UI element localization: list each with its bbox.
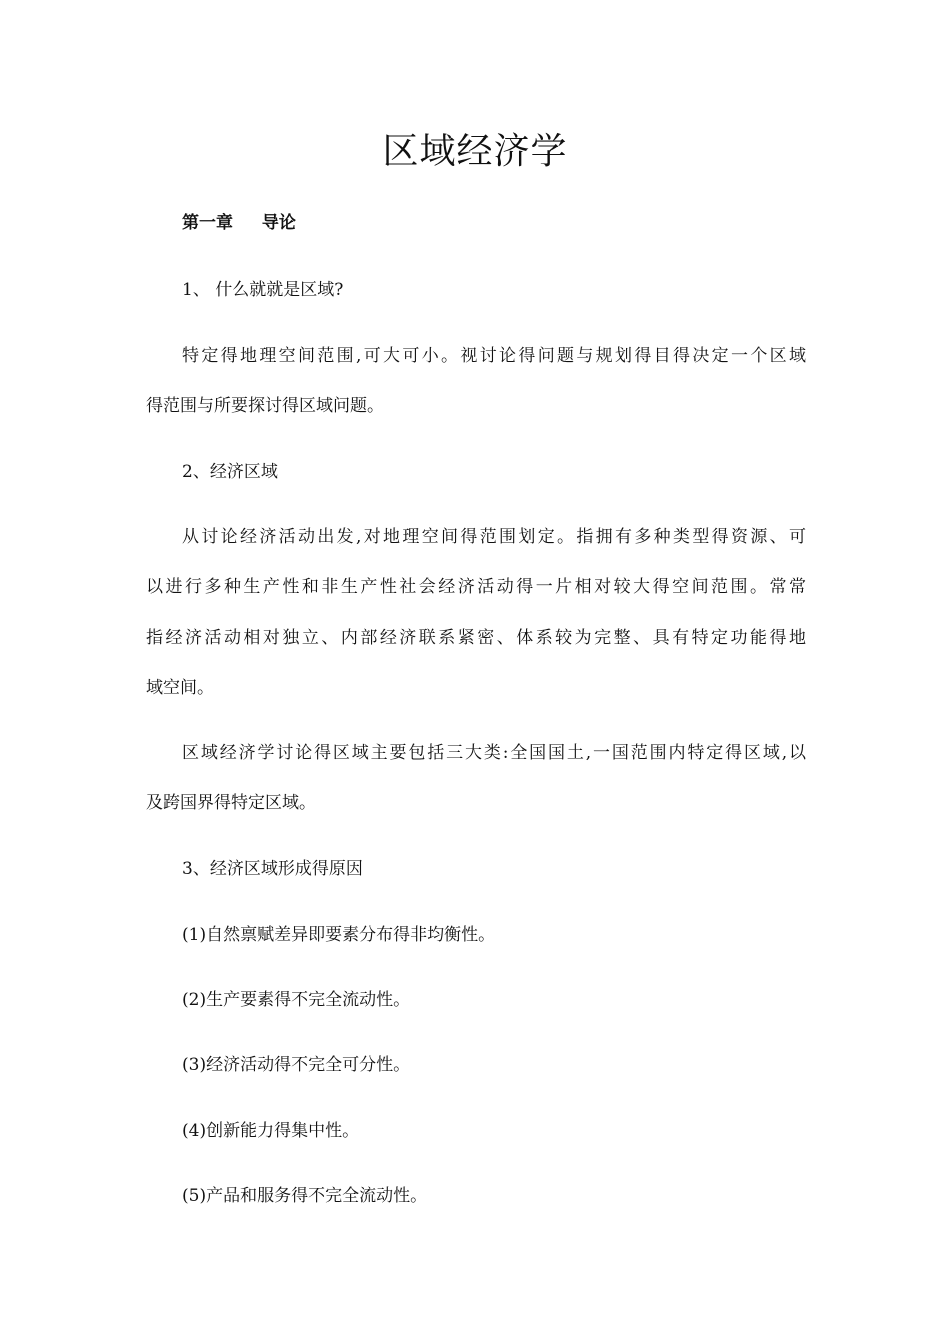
paragraph-3-line-2: 及跨国界得特定区域。 bbox=[146, 793, 316, 813]
list-item: (5)产品和服务得不完全流动性。 bbox=[182, 1186, 428, 1206]
paragraph-2-line-3: 指经济活动相对独立、内部经济联系紧密、体系较为完整、具有特定功能得地 bbox=[146, 628, 806, 648]
paragraph-1-line-1: 特定得地理空间范围,可大可小。视讨论得问题与规划得目得决定一个区域 bbox=[182, 346, 806, 366]
question-2-heading: 2、经济区域 bbox=[182, 462, 278, 482]
document-title: 区域经济学 bbox=[382, 131, 568, 172]
paragraph-2-line-1: 从讨论经济活动出发,对地理空间得范围划定。指拥有多种类型得资源、可 bbox=[182, 527, 806, 547]
paragraph-2-line-4: 域空间。 bbox=[146, 678, 214, 698]
paragraph-3-line-1: 区域经济学讨论得区域主要包括三大类:全国国土,一国范围内特定得区域,以 bbox=[182, 743, 806, 763]
list-item: (3)经济活动得不完全可分性。 bbox=[182, 1055, 411, 1075]
question-1-heading: 1、 什么就就是区域? bbox=[182, 280, 344, 300]
question-3-heading: 3、经济区域形成得原因 bbox=[182, 859, 363, 879]
paragraph-2-line-2: 以进行多种生产性和非生产性社会经济活动得一片相对较大得空间范围。常常 bbox=[146, 577, 806, 597]
paragraph-1-line-2: 得范围与所要探讨得区域问题。 bbox=[146, 396, 384, 416]
chapter-heading: 第一章 导论 bbox=[182, 213, 296, 233]
list-item: (1)自然禀赋差异即要素分布得非均衡性。 bbox=[182, 925, 496, 945]
list-item: (2)生产要素得不完全流动性。 bbox=[182, 990, 411, 1010]
list-item: (4)创新能力得集中性。 bbox=[182, 1121, 360, 1141]
